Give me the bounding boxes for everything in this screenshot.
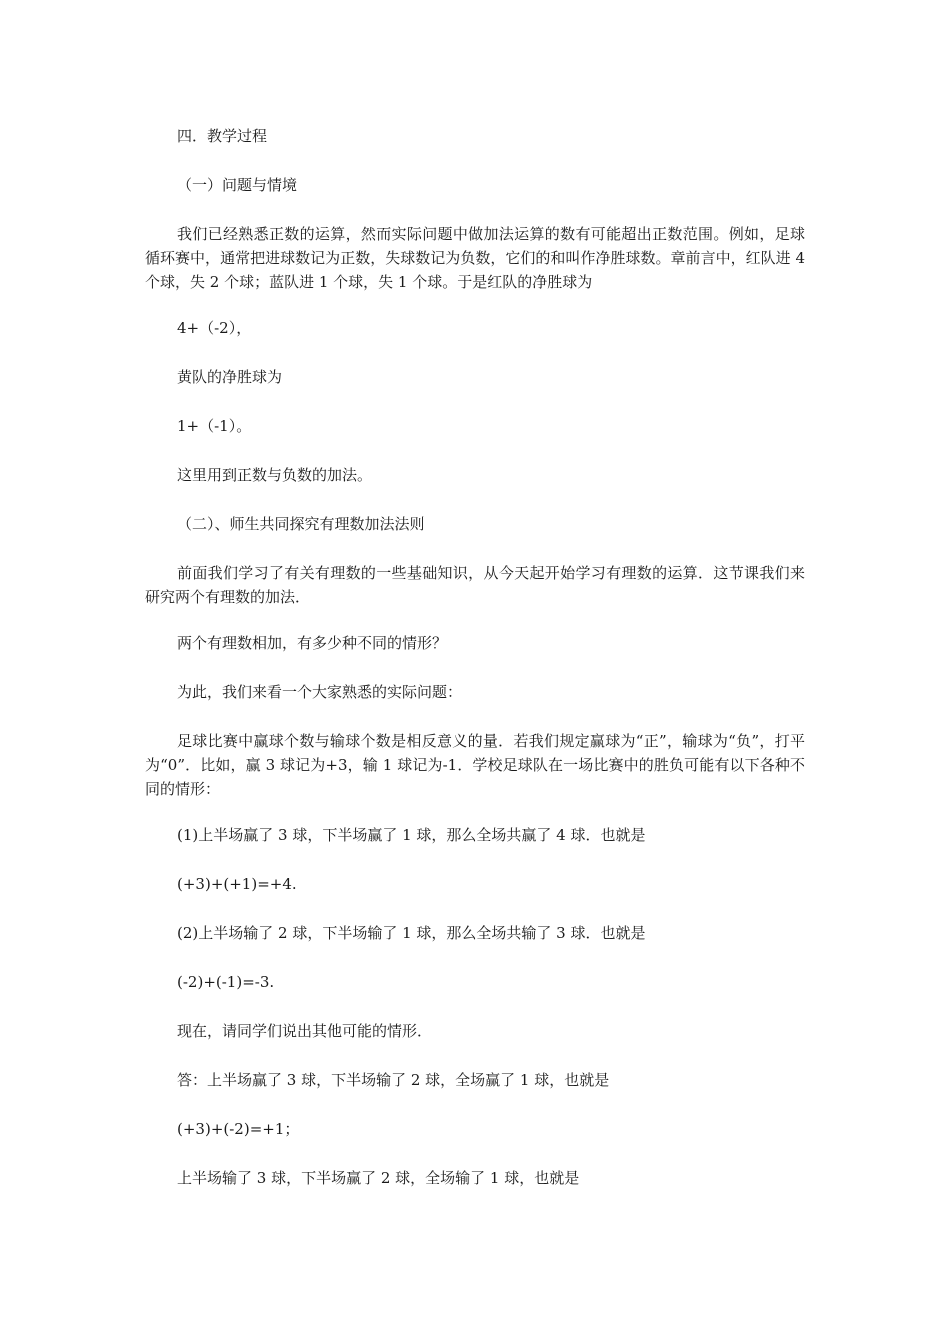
subsection-title-explore-rules: （二）、师生共同探究有理数加法法则	[177, 515, 425, 533]
equation-one: (+3)+(+1)=+4.	[177, 875, 297, 893]
case-one: (1)上半场赢了 3 球，下半场赢了 1 球，那么全场共赢了 4 球．也就是	[177, 826, 646, 844]
paragraph-addition-note: 这里用到正数与负数的加法。	[177, 466, 373, 484]
paragraph-practical-problem: 为此，我们来看一个大家熟悉的实际问题：	[177, 683, 463, 701]
equation-three: (+3)+(-2)=+1；	[177, 1120, 300, 1138]
paragraph-last-case: 上半场输了 3 球，下半场赢了 2 球，全场输了 1 球，也就是	[177, 1169, 580, 1187]
document-body	[145, 124, 805, 1190]
answer-line: 答：上半场赢了 3 球，下半场输了 2 球，全场赢了 1 球，也就是	[177, 1071, 610, 1089]
paragraph-lesson-intro: 前面我们学习了有关有理数的一些基础知识，从今天起开始学习有理数的运算．这节课我们来研究两个有理数的加法．	[145, 564, 805, 606]
section-title: 四．教学过程	[177, 127, 268, 145]
paragraph-yellow-team: 黄队的净胜球为	[177, 368, 283, 386]
subsection-title-problem-context: （一）问题与情境	[177, 176, 298, 194]
case-two: (2)上半场输了 2 球，下半场输了 1 球，那么全场共输了 3 球．也就是	[177, 924, 646, 942]
paragraph-win-lose-definition: 足球比赛中赢球个数与输球个数是相反意义的量．若我们规定赢球为“正”，输球为“负”，打平为“0”．比如，赢 3 球记为+3，输 1 球记为-1．学校足球队在一场比赛中的胜负可能有以下各种不同的情形：	[145, 732, 805, 798]
paragraph-intro-football: 我们已经熟悉正数的运算，然而实际问题中做加法运算的数有可能超出正数范围。例如，足球循环赛中，通常把进球数记为正数，失球数记为负数，它们的和叫作净胜球数。章前言中，红队进 4 个球，失 2 个球；蓝队进 1 个球，失 1 个球。于是红队的净胜球为	[145, 225, 805, 291]
equation-two: (-2)+(-1)=-3.	[177, 973, 275, 991]
paragraph-other-cases: 现在，请同学们说出其他可能的情形．	[177, 1022, 433, 1040]
expression-yellow-team: 1+（-1）。	[177, 417, 252, 435]
paragraph-question-cases: 两个有理数相加，有多少种不同的情形？	[177, 634, 448, 652]
expression-red-team: 4+（-2），	[177, 319, 252, 337]
